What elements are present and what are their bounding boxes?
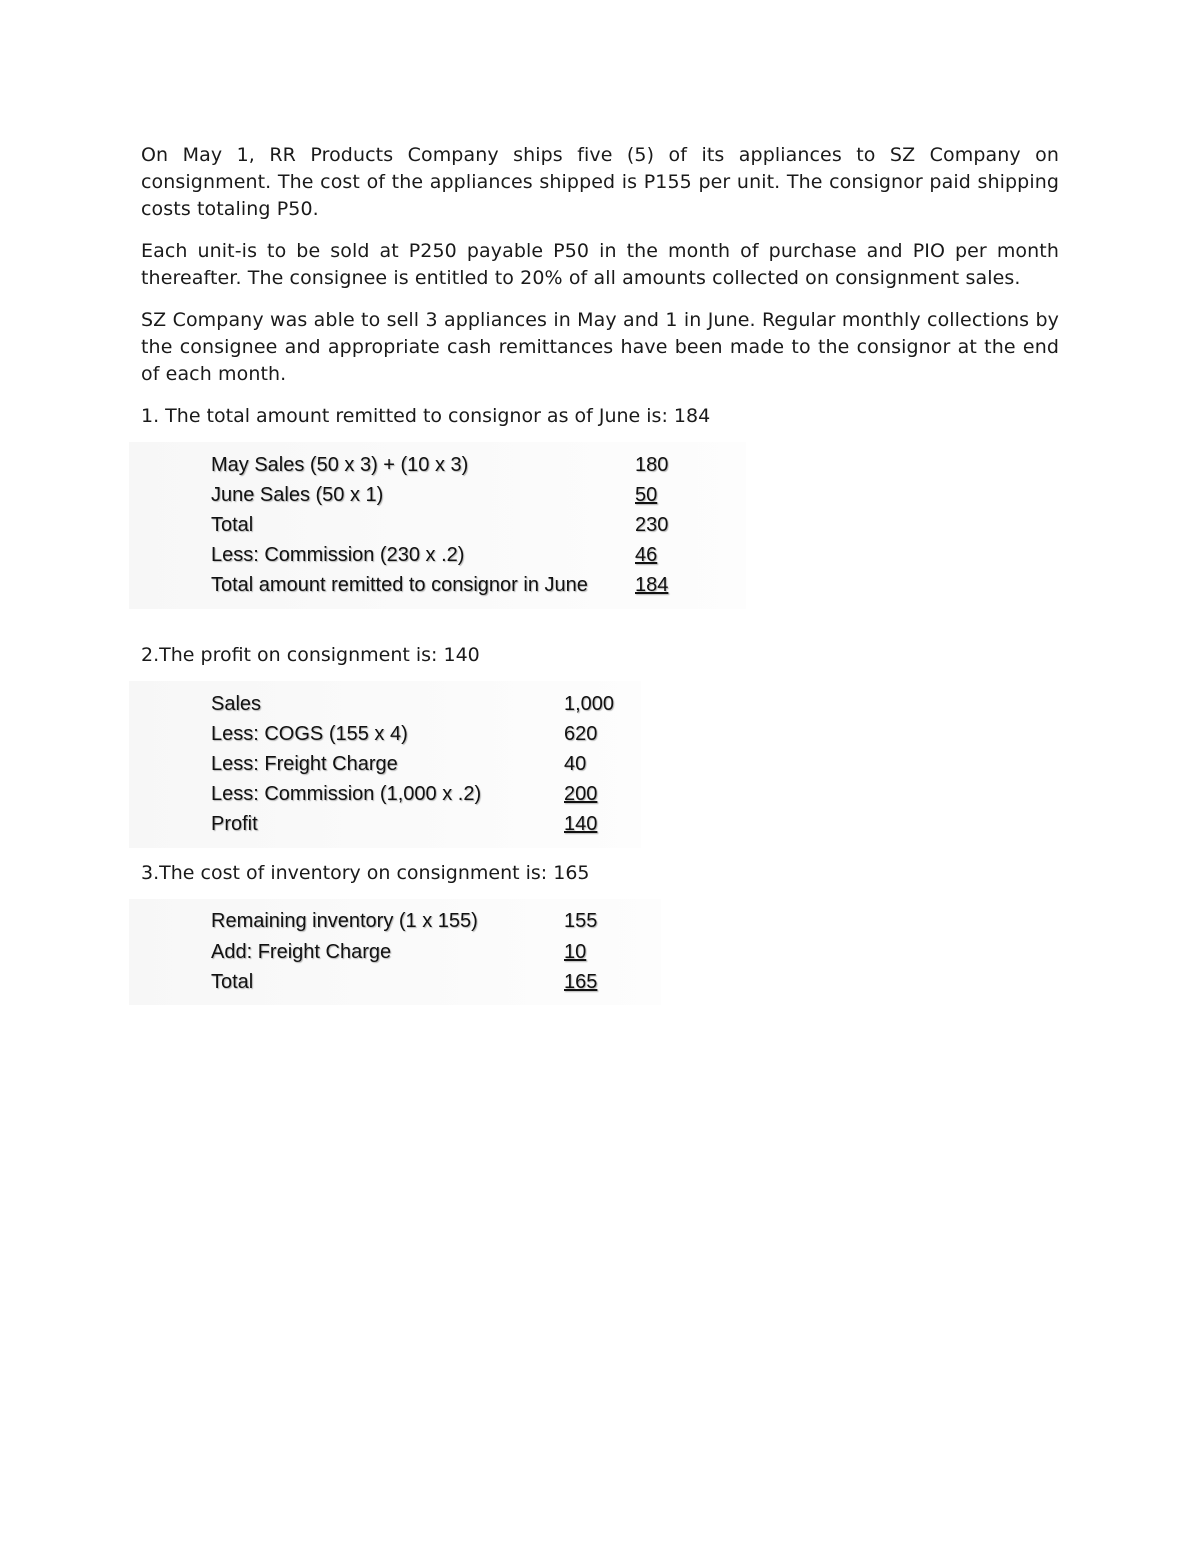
calc-row <box>211 571 746 601</box>
intro-paragraph-2: Each unit-is to be sold at P250 payable P50 in the month of purchase and PIO per month thereafter. The consignee is entitled to 20% of all amounts collected on consignment sales. <box>141 240 1059 289</box>
document-page <box>141 142 1059 1005</box>
question-3-section <box>141 860 1059 1006</box>
calc-label: Total <box>211 970 254 993</box>
calc-row <box>211 937 661 967</box>
calc-label: Less: Commission (1,000 x .2) <box>211 783 482 806</box>
calc-label: Sales <box>211 692 262 715</box>
calc-row <box>211 450 746 480</box>
intro-paragraph-1: On May 1, RR Products Company ships five (5) of its appliances to SZ Company on consignment. The cost of the appliances shipped is P155 per unit. The consignor paid shipping costs totaling P50. <box>141 144 1059 220</box>
calc-label: Total <box>211 513 254 536</box>
question-1-text: 1. The total amount remitted to consignor as of June is: 184 <box>141 405 711 427</box>
calc-value: 46 <box>635 544 658 567</box>
calc-value: 140 <box>564 813 598 836</box>
question-2-text: 2.The profit on consignment is: 140 <box>141 643 480 666</box>
calc-row <box>211 780 641 810</box>
calc-row <box>211 480 746 510</box>
calc-value: 155 <box>564 910 598 933</box>
calc-row <box>211 749 641 779</box>
calc-label: Profit <box>211 813 258 836</box>
calc-value: 180 <box>635 453 669 476</box>
question-2-computation <box>129 681 641 848</box>
calc-row <box>211 967 661 997</box>
calc-row <box>211 810 641 840</box>
question-3-text: 3.The cost of inventory on consignment is: 165 <box>141 861 590 884</box>
calc-value: 40 <box>564 752 587 775</box>
intro-paragraph-3: SZ Company was able to sell 3 appliances in May and 1 in June. Regular monthly collections by the consignee and appropriate cash remittances have been made to the consignor at the end of each month. <box>141 309 1059 385</box>
calc-label: Less: Commission (230 x .2) <box>211 544 465 567</box>
calc-value: 10 <box>564 940 587 963</box>
calc-label: June Sales (50 x 1) <box>211 483 384 506</box>
calc-value: 200 <box>564 783 598 806</box>
calc-row <box>211 541 746 571</box>
calc-label: Remaining inventory (1 x 155) <box>211 910 478 933</box>
calc-value: 165 <box>564 970 598 993</box>
question-3-computation <box>129 899 661 1006</box>
calc-row <box>211 907 661 937</box>
calc-value: 50 <box>635 483 658 506</box>
calc-row <box>211 719 641 749</box>
calc-value: 184 <box>635 574 669 597</box>
question-1-section <box>141 403 1059 609</box>
calc-label: Add: Freight Charge <box>211 940 392 963</box>
question-2-section <box>141 642 1059 848</box>
calc-value: 1,000 <box>564 692 615 715</box>
calc-label: Less: Freight Charge <box>211 752 398 775</box>
calc-row <box>211 510 746 540</box>
calc-value: 230 <box>635 513 669 536</box>
calc-row <box>211 689 641 719</box>
calc-value: 620 <box>564 722 598 745</box>
calc-label: May Sales (50 x 3) + (10 x 3) <box>211 453 469 476</box>
calc-label: Total amount remitted to consignor in June <box>211 574 588 597</box>
question-1-computation <box>129 442 746 609</box>
calc-label: Less: COGS (155 x 4) <box>211 722 408 745</box>
